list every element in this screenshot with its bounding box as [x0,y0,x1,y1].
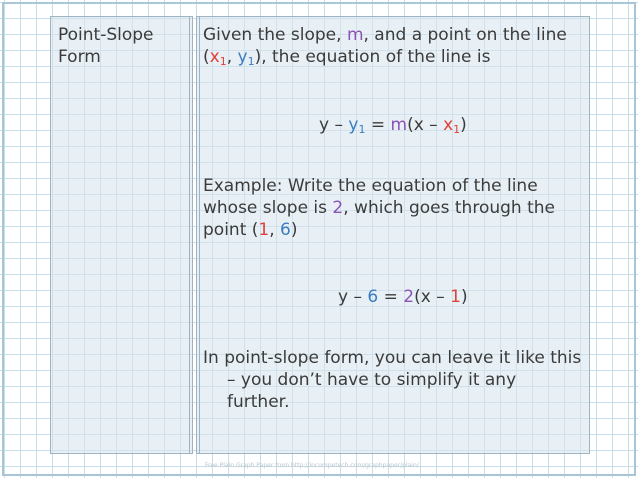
example-eq-equals: = [378,287,404,307]
example-eq-two: 2 [403,287,415,307]
example-text-1: whose slope is [203,198,333,218]
formula-x1-letter: x [443,115,454,135]
definition-line-1 [203,24,585,46]
formula-close: ) [460,115,467,135]
example-text [203,175,585,241]
note-line-3: further. [227,392,290,412]
open-paren: ( [203,47,210,67]
note-line-2: – you don’t have to simplify it any [227,370,517,390]
comma: , [226,47,238,67]
x1-symbol [210,47,227,67]
formula-open: (x – [407,115,444,135]
section-heading: Point-Slope Form [58,25,154,67]
example-eq-y: y – [338,287,368,307]
x-letter: x [209,47,220,67]
note-text [203,347,585,413]
example-eq-close: ) [460,287,468,307]
example-point-y: 6 [280,220,291,240]
example-equation [338,286,468,308]
example-slope: 2 [332,198,344,218]
example-eq-open: (x – [414,287,451,307]
definition-text-2: , and a point on the line [363,25,567,45]
example-line-2 [203,197,585,219]
y-subscript: 1 [247,55,255,68]
formula-y: y – [319,115,349,135]
formula-x1-subscript: 1 [453,123,461,136]
formula-x1 [443,115,460,135]
definition-text [203,24,585,73]
example-text-2: , which goes through the [343,198,555,218]
example-text-3: point ( [203,220,259,240]
y1-symbol [238,47,255,67]
formula-y1-letter: y [348,115,359,135]
formula-y1-subscript: 1 [358,123,366,136]
example-eq-one: 1 [450,287,461,307]
definition-text-1: Given the slope, [203,25,347,45]
example-line-1: Example: Write the equation of the line [203,176,538,196]
formula-m: m [390,115,408,135]
example-eq-six: 6 [367,287,379,307]
example-point-x: 1 [258,220,270,240]
note-line-1: In point-slope form, you can leave it like this [203,348,582,368]
x-subscript: 1 [219,55,227,68]
definition-line-2 [203,46,585,73]
formula-y1 [348,115,365,135]
y-letter: y [237,47,248,67]
formula-equals: = [365,115,391,135]
slope-symbol-m: m [346,25,364,45]
point-slope-formula [319,114,467,141]
example-text-4: ) [290,220,298,240]
definition-text-3: ), the equation of the line is [254,47,491,67]
example-comma: , [269,220,281,240]
example-line-3 [203,219,585,241]
graph-paper-credit: Free Plain Graph Paper from http://incompetech.com/graphpaper/plain/ [205,462,419,469]
left-column-panel [50,16,193,454]
